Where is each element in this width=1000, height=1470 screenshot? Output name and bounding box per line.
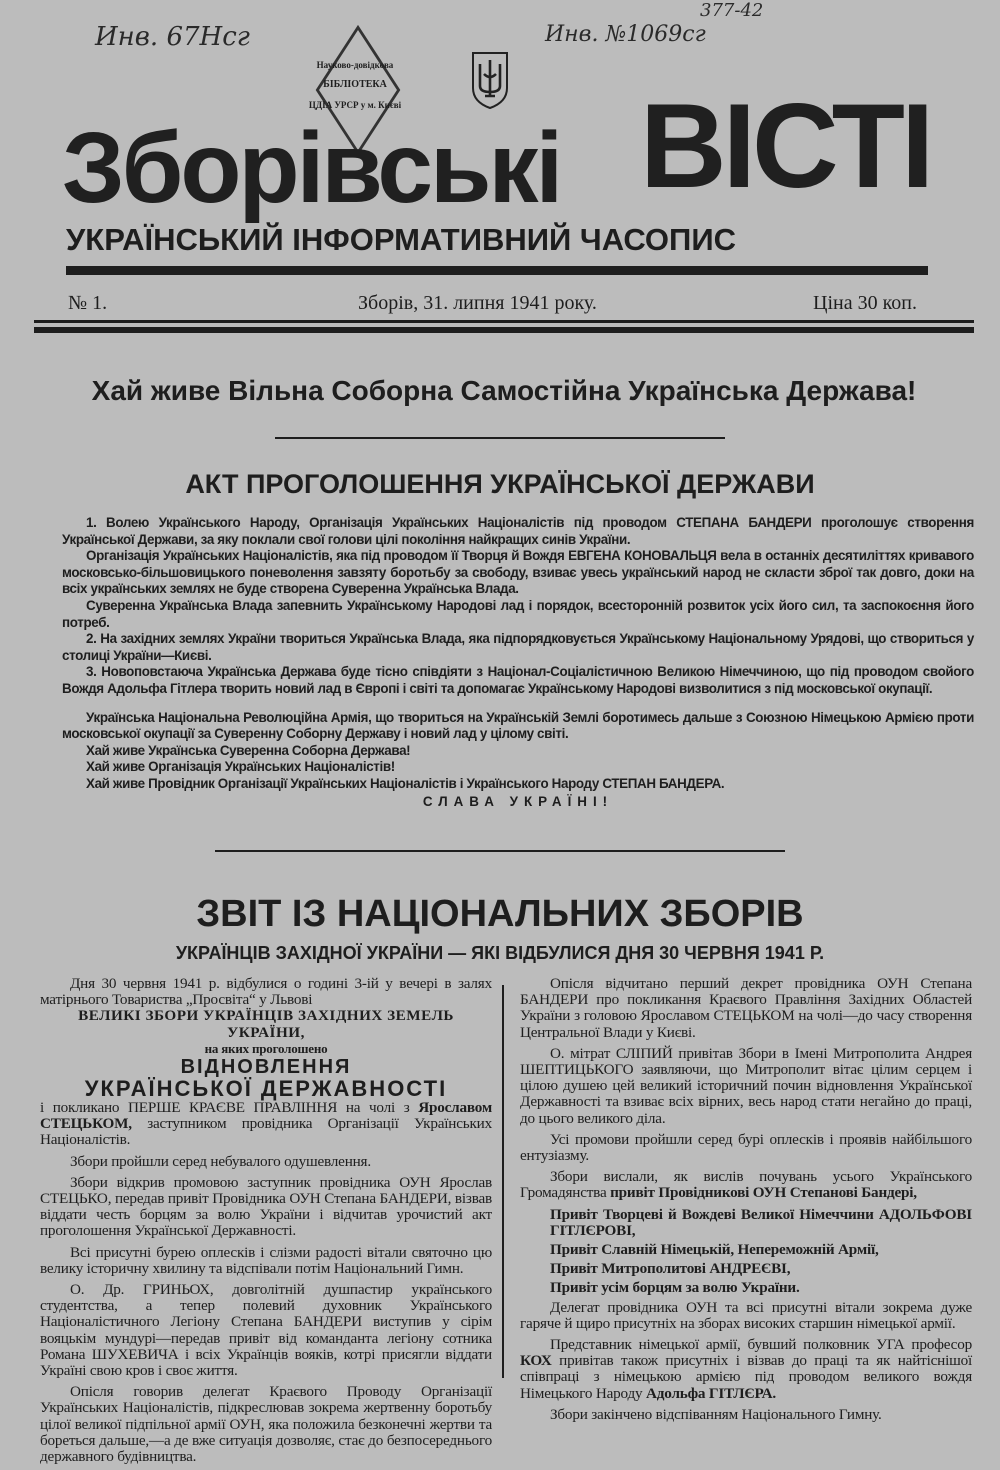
library-stamp bbox=[290, 50, 420, 120]
report-paragraph bbox=[40, 1100, 492, 1149]
report-paragraph: Усі промови пройшли серед бурі оплесків і проявів найбільшого ентузіазму. bbox=[520, 1130, 972, 1165]
divider bbox=[215, 850, 785, 852]
text-bold: КОХ bbox=[520, 1352, 552, 1370]
act-paragraph: 3. Новоповстаюча Українська Держава буде тісно співдіяти з Націонал-Соціалістичною Великою Німеччиною, що під проводом свойого Вождя Адольфа Гітлера творить новий лад в Європі і світі та допомагає Українському Народові визволитися з під московської окупації. bbox=[62, 664, 974, 696]
trident-coat-of-arms-icon bbox=[470, 50, 510, 110]
handwritten-inventory-left: Инв. 67Нсг bbox=[95, 22, 250, 52]
handwritten-inventory-right-top: 377-42 bbox=[700, 0, 764, 21]
text: Збори вислали, як вислів почувань усього Українського Громадянства bbox=[520, 1168, 972, 1202]
text: і покликано ПЕРШЕ КРАЄВЕ ПРАВЛІННЯ на чолі з bbox=[40, 1099, 419, 1117]
stamp-bottom-text: ЦДІА УРСР у м. Києві bbox=[308, 100, 402, 110]
report-assembly: ВЕЛИКІ ЗБОРИ УКРАЇНЦІВ ЗАХІДНИХ ЗЕМЕЛЬ УКРАЇНИ, bbox=[78, 1007, 454, 1041]
report-paragraph: Опісля відчитано перший декрет провідника ОУН Степана БАНДЕРИ про покликання Краєвого Правління Західних Областей України з головою Ярославом СТЕЦЬКОМ на чолі—до часу створення Центральної Влади у Києві. bbox=[520, 975, 972, 1041]
act-paragraph: 2. На західних землях України твориться Українська Влада, яка підпорядковується Українському Національному Урядові, що створиться у столиці України—Києві. bbox=[62, 631, 974, 663]
report-paragraph: Збори пройшли серед небувалого одушевлення. bbox=[70, 1152, 371, 1170]
masthead-rule bbox=[66, 266, 928, 275]
act-paragraph: Українська Національна Революційна Армія, що твориться на Українській Землі боротимесь дальше з Союзною Німецькою Армією проти московської окупації за Суверенну Соборну Державу і новий лад у цілому світі. bbox=[62, 709, 974, 742]
act-paragraph: Хай живе Організація Українських Націоналістів! bbox=[86, 759, 395, 775]
text-bold: привіт Провідникові ОУН Степанові Бандері, bbox=[610, 1184, 917, 1202]
report-paragraph: Збори відкрив промовою заступник провідника ОУН Ярослав СТЕЦЬКО, передав привіт Провідника ОУН Степана БАНДЕРИ, візвав віддати честь борцям за волю України і відчитав урочистий акт проголошення Української Державності. bbox=[40, 1173, 492, 1240]
salute-line: Привіт Митрополитові АНДРЕЄВІ, bbox=[550, 1260, 791, 1278]
place-date: Зборів, 31. липня 1941 року. bbox=[358, 292, 597, 314]
divider bbox=[275, 437, 725, 439]
stamp-top-text: Науково-довідкова bbox=[316, 60, 394, 70]
text-bold: Ярославом СТЕЦЬКОМ, bbox=[40, 1099, 492, 1133]
report-paragraph: Збори закінчено відспіванням Національного Гимну. bbox=[550, 1405, 882, 1423]
act-paragraph: 1. Волею Українського Народу, Організація Українських Націоналістів під проводом СТЕПАНА БАНДЕРИ проголошує створення Української Держави, за яку поклали свої голови цілі покоління найкращих синів України. bbox=[62, 515, 974, 547]
slogan-headline: Хай живе Вільна Соборна Самостійна Українська Держава! bbox=[91, 375, 917, 406]
report-paragraph bbox=[520, 1169, 972, 1201]
salute-line: Привіт Славній Німецькій, Непереможній Армії, bbox=[550, 1241, 879, 1259]
report-paragraph: О. Др. ГРИНЬОХ, довголітній душпастир українського студентства, а тепер полевий духовник Українського Націоналістичного Легіону Степана БАНДЕРИ виступив у сірім вояцькім мундурі—передав привіт від команданта легіону сотника Романа ШУХЕВИЧА і всіх Українців вояків, котрі присягли віддати Україні свою кров і своє життя. bbox=[40, 1281, 492, 1380]
act-body bbox=[62, 515, 974, 810]
text: Представник німецької армії, бувший полковник УГА професор bbox=[550, 1336, 972, 1354]
column-divider bbox=[502, 985, 504, 1378]
report-right-column bbox=[520, 976, 972, 1428]
masthead-title-right: ВІСТІ bbox=[640, 79, 931, 213]
handwritten-inventory-right: Инв. №1069сг bbox=[545, 22, 706, 47]
report-paragraph: О. мітрат СЛІПИЙ привітав Збори в Імені Митрополита Андрея ШЕПТИЦЬКОГО заявляючи, що Митрополит вітає цілим серцем і цілою душею цей великий історичний почин відновлення Української Державності та взиває всіх вірних, весь народ стати негайно до праці, до цього великого діла. bbox=[520, 1044, 972, 1127]
report-subtitle: УКРАЇНЦІВ ЗАХІДНОЇ УКРАЇНИ — ЯКІ ВІДБУЛИСЯ ДНЯ 30 ЧЕРВНЯ 1941 Р. bbox=[175, 943, 825, 963]
act-paragraph: Організація Українських Націоналістів, яка під проводом її Творця й Вождя ЕВГЕНА КОНОВАЛЬЦЯ вела в останніх десятиліттях кривавого московсько-більшовицького поневолення завзяту боротьбу за свободу, взиває увесь український народ не скласти зброї так довго, доки на всіх українських землях не буде створена Суверенна Українська Влада. bbox=[62, 548, 974, 597]
text: заступником провідника Організації Українських Націоналістів. bbox=[40, 1115, 492, 1149]
act-paragraph: Хай живе Українська Суверенна Соборна Держава! bbox=[86, 742, 411, 758]
salute-line: Привіт Творцеві й Вождеві Великої Німеччини АДОЛЬФОВІ ГІТЛЄРОВІ, bbox=[550, 1205, 972, 1239]
report-paragraph: Опісля говорив делегат Краєвого Проводу Організації Українських Націоналістів, підкреслював зокрема жертвенну боротьбу цілої великої підпільної армії ОУН, яка положила безконечні жертви та бореться дальше,—а де вже ситуація дозволяє, стає до безпосереднього державного будівництва. bbox=[40, 1383, 492, 1466]
report-paragraph bbox=[520, 1337, 972, 1402]
act-paragraph: Суверенна Українська Влада запевнить Українському Народові лад і порядок, всесторонній розвиток усіх його сил, та заспокоєння його потреб. bbox=[62, 597, 974, 630]
report-restoration-2: УКРАЇНСЬКОЇ ДЕРЖАВНОСТІ bbox=[84, 1076, 448, 1102]
double-rule-bottom bbox=[34, 327, 974, 333]
report-proclaimed: на яких проголошено bbox=[204, 1040, 328, 1056]
report-restoration-1: ВІДНОВЛЕННЯ bbox=[180, 1056, 352, 1079]
act-paragraph: Хай живе Провідник Організації Українських Націоналістів і Українського Народу СТЕПАН БАНДЕРА. bbox=[86, 775, 725, 791]
price: Ціна 30 коп. bbox=[813, 292, 917, 314]
act-title: АКТ ПРОГОЛОШЕННЯ УКРАЇНСЬКОЇ ДЕРЖАВИ bbox=[185, 469, 815, 499]
masthead-title-left: Зборівські bbox=[62, 112, 561, 224]
salute-line: Привіт усім борцям за волю України. bbox=[550, 1279, 800, 1297]
stamp-middle-text: БІБЛІОТЕКА bbox=[323, 79, 387, 90]
report-left-column bbox=[40, 976, 492, 1470]
report-paragraph: Делегат провідника ОУН та всі присутні вітали зокрема дуже гаряче й щиро присутніх на зборах високих старшин німецької армії. bbox=[520, 1298, 972, 1332]
issue-number: № 1. bbox=[68, 292, 108, 314]
text: привітав також присутніх і візвав до праці та як найтіснішої співпраці з німецькою армією під проводом великого вождя Німецького Народу bbox=[520, 1352, 972, 1402]
text-bold: Адольфа ГІТЛЄРА. bbox=[646, 1384, 776, 1402]
masthead-subtitle: УКРАЇНСЬКИЙ ІНФОРМАТИВНИЙ ЧАСОПИС bbox=[66, 222, 736, 257]
act-closing: СЛАВА УКРАЇНІ! bbox=[422, 793, 614, 809]
report-intro: Дня 30 червня 1941 р. відбулися о годині 3-ій у вечері в залях матірнього Товариства „Просвіта“ у Львові bbox=[40, 975, 492, 1009]
double-rule-top bbox=[34, 320, 974, 323]
report-paragraph: Всі присутні бурею оплесків і слізми радості вітали святочно цю велику історичну хвилину та відспівали потім Національний Гимн. bbox=[40, 1243, 492, 1277]
report-title: ЗВІТ ІЗ НАЦІОНАЛЬНИХ ЗБОРІВ bbox=[196, 893, 804, 935]
